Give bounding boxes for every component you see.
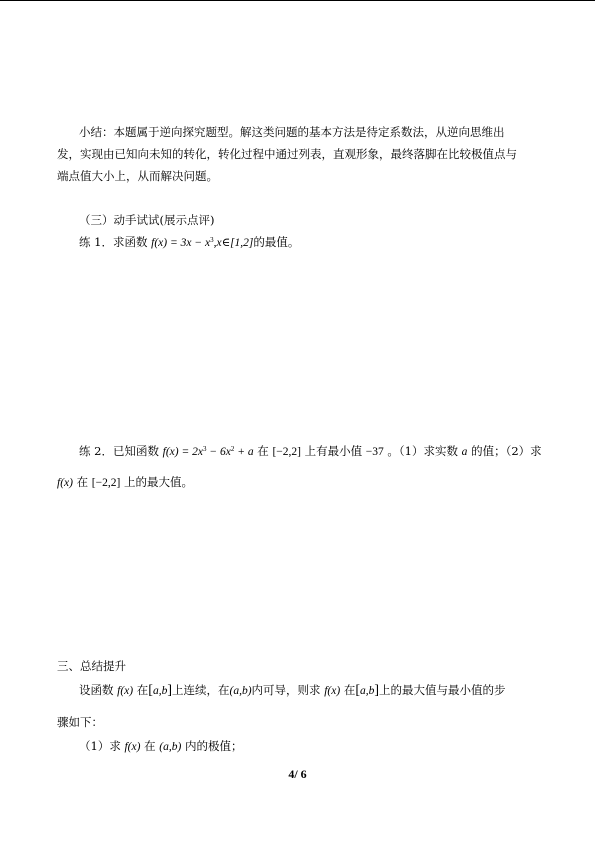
exercise-2-line-1	[79, 440, 542, 463]
exercise-1-func: f(x)	[151, 237, 168, 249]
part-3-func-1: f(x)	[117, 685, 134, 697]
part-3-interval-3: a,b	[360, 685, 375, 697]
part-3-heading: 三、总结提升	[57, 659, 126, 673]
exercise-1-exp: 3	[210, 236, 214, 244]
exercise-1-prefix: 练 1．求函数	[79, 235, 152, 249]
step-1-text-a: （1）求	[79, 739, 125, 753]
exercise-2-mid3: 。（1）求实数	[383, 444, 462, 458]
part-3-text-d: 内可导，则求	[251, 683, 325, 697]
part-3-text-g: 上的最大值与最小值的步	[379, 683, 506, 697]
exercise-2-exp2: 2	[230, 445, 235, 453]
part-3-paragraph-line-1	[79, 679, 506, 702]
exercise-2-line-2	[57, 471, 193, 494]
part-3-text-c: 上连续，在	[172, 683, 230, 697]
exercise-2-var-a: a	[461, 446, 468, 458]
exercise-2-line2-interval: [−2,2]	[91, 477, 121, 489]
part-3-interval-2: (a,b)	[229, 685, 252, 697]
exercise-2-eq1: = 2x	[178, 446, 203, 458]
step-1-text-c: 内的极值；	[181, 739, 243, 753]
bracket-right-1: ]	[167, 683, 172, 698]
part-3-func-2: f(x)	[324, 685, 341, 697]
part-3-text-e: 在	[340, 683, 356, 697]
step-1-func: f(x)	[124, 741, 141, 753]
exercise-2-line2-mid: 在	[72, 475, 92, 489]
exercise-2-eq3: + a	[234, 446, 254, 458]
exercise-2-minval: −37	[365, 446, 384, 458]
exercise-2-line2-func: f(x)	[57, 477, 73, 489]
exercise-2-line2-suffix: 上的最大值。	[120, 475, 193, 489]
section-3-heading: （三）动手试试(展示点评)	[79, 213, 215, 227]
exercise-2-eq2: − 6x	[206, 446, 231, 458]
exercise-2-exp1: 3	[202, 445, 207, 453]
part-3-text-a: 设函数	[79, 683, 118, 697]
bracket-left-1: [	[148, 683, 153, 698]
exercise-1-suffix: 的最值。	[253, 235, 300, 249]
page-number: 4/ 6	[288, 767, 307, 781]
exercise-2-func: f(x)	[162, 446, 179, 458]
exercise-2-mid4: 的值；（2）求	[467, 444, 542, 458]
exercise-2-mid1: 在	[253, 444, 273, 458]
part-3-step-1	[79, 735, 242, 758]
exercise-1	[79, 231, 299, 254]
part-3-text-b: 在	[133, 683, 149, 697]
part-3-interval-1: a,b	[152, 685, 168, 697]
step-1-text-b: 在	[140, 739, 160, 753]
exercise-2-prefix: 练 2．已知函数	[79, 444, 163, 458]
exercise-1-eq: = 3x − x	[167, 237, 211, 249]
bracket-left-3: [	[355, 683, 360, 698]
bracket-right-3: ]	[374, 683, 380, 698]
summary-line-3: 端点值大小上，从而解决问题。	[57, 169, 218, 183]
exercise-2-interval: [−2,2]	[272, 446, 301, 458]
part-3-paragraph-line-2: 骤如下：	[57, 715, 103, 729]
exercise-2-mid2: 上有最小值	[300, 444, 366, 458]
summary-line-2: 发，实现由已知向未知的转化，转化过程中通过列表，直观形象，最终落脚在比较极值点与	[57, 147, 517, 161]
step-1-interval: (a,b)	[159, 741, 182, 753]
page-top-border	[0, 0, 595, 1]
exercise-1-domain: ,x∈[1,2]	[213, 237, 254, 249]
summary-line-1: 小结：本题属于逆向探究题型。解这类问题的基本方法是待定系数法，从逆向思维出	[79, 125, 505, 139]
